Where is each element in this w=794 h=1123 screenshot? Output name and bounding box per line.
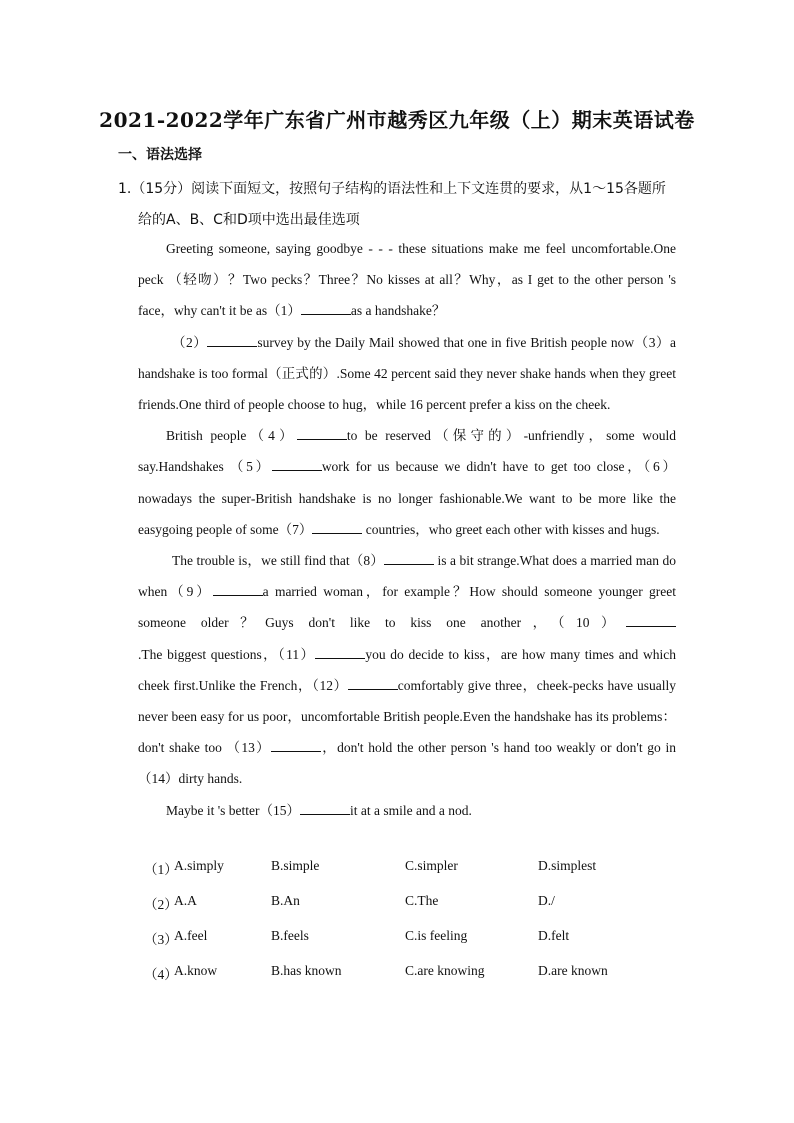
option-row-3 bbox=[144, 928, 684, 963]
answer-options bbox=[144, 858, 684, 998]
option-a[interactable]: A.know bbox=[174, 963, 218, 978]
section-heading: 一、语法选择 bbox=[118, 147, 202, 163]
option-c[interactable]: C.is feeling bbox=[405, 928, 468, 943]
instructions-line-2: 给的A、B、C和D项中选出最佳选项 bbox=[138, 212, 360, 228]
option-a[interactable]: A.A bbox=[174, 893, 197, 908]
option-number: （3） bbox=[144, 932, 178, 947]
option-d[interactable]: D.simplest bbox=[538, 858, 597, 873]
option-b[interactable]: B.An bbox=[271, 893, 300, 908]
option-c[interactable]: C.are knowing bbox=[405, 963, 485, 978]
passage-paragraph-1: Greeting someone, saying goodbye ‐ ‐ ‐ these situations make me feel uncomfortable.One peck （轻吻）？Two pecks？Three？No kisses at all？Why，as I get to the other person 's face，why can't it be as（1） as a handshake？ bbox=[138, 241, 676, 319]
option-c[interactable]: C.simpler bbox=[405, 858, 458, 873]
answer-blank[interactable] bbox=[300, 802, 350, 815]
option-a[interactable]: A.feel bbox=[174, 928, 208, 943]
option-number: （2） bbox=[144, 897, 178, 912]
option-d[interactable]: D.felt bbox=[538, 928, 570, 943]
answer-blank[interactable] bbox=[301, 302, 351, 315]
option-number: （1） bbox=[144, 862, 178, 877]
passage-paragraph-2: （2） survey by the Daily Mail showed that one in five British people now（3）a handshake is too formal（正式的）.Some 42 percent said they never shake hands when they greet friends.One third of people choose to hug，while 16 percent prefer a kiss on the cheek. bbox=[138, 334, 676, 413]
option-row-1 bbox=[144, 858, 684, 893]
answer-blank[interactable] bbox=[297, 427, 347, 440]
passage-paragraph-5: Maybe it 's better（15） it at a smile and a nod. bbox=[166, 802, 472, 818]
passage-paragraph-4: The trouble is，we still find that（8） is a bit strange.What does a married man do when（9） a married woman，for example？How should someone younger greet someone older？Guys don't like to kiss one another，（10）.The biggest questions，（11） you do decide to kiss，are how many times and which cheek first.Unlike the French，（12） comfortably give three，cheek‐pecks have usually never been easy for us poor，uncomfortable British people.Even the handshake has its problems：don't shake too （13） ，don't hold the other person 's hand too weakly or don't go in（14）dirty hands. bbox=[138, 553, 677, 787]
option-a[interactable]: A.simply bbox=[174, 858, 224, 873]
answer-blank[interactable] bbox=[272, 458, 322, 471]
option-c[interactable]: C.The bbox=[405, 893, 439, 908]
answer-blank[interactable] bbox=[315, 646, 365, 659]
option-number: （4） bbox=[144, 967, 178, 982]
option-b[interactable]: B.has known bbox=[271, 963, 342, 978]
answer-blank[interactable] bbox=[348, 677, 398, 690]
reading-passage bbox=[138, 233, 676, 826]
option-row-2 bbox=[144, 893, 684, 928]
option-row-4 bbox=[144, 963, 684, 998]
passage-paragraph-3: British people（4） to be reserved（保守的）‐unfriendly，some would say.Handshakes （5） work for us because we didn't have to get too close，（6）nowadays the super‐British handshake is no longer fashionable.We want to be more like the easygoing people of some（7） countries，who greet each other with kisses and hugs. bbox=[138, 428, 676, 537]
option-d[interactable]: D.are known bbox=[538, 963, 608, 978]
answer-blank[interactable] bbox=[271, 739, 321, 752]
option-b[interactable]: B.feels bbox=[271, 928, 309, 943]
option-b[interactable]: B.simple bbox=[271, 858, 320, 873]
exam-title: 2021-2022学年广东省广州市越秀区九年级（上）期末英语试卷 bbox=[99, 108, 695, 132]
answer-blank[interactable] bbox=[384, 552, 434, 565]
answer-blank[interactable] bbox=[312, 521, 362, 534]
answer-blank[interactable] bbox=[626, 614, 676, 627]
question-instructions bbox=[118, 174, 678, 236]
answer-blank[interactable] bbox=[213, 583, 263, 596]
answer-blank[interactable] bbox=[207, 334, 257, 347]
option-d[interactable]: D./ bbox=[538, 893, 555, 908]
instructions-line-1: 1.（15分）阅读下面短文，按照句子结构的语法性和上下文连贯的要求，从1～15各题所 bbox=[118, 181, 666, 197]
